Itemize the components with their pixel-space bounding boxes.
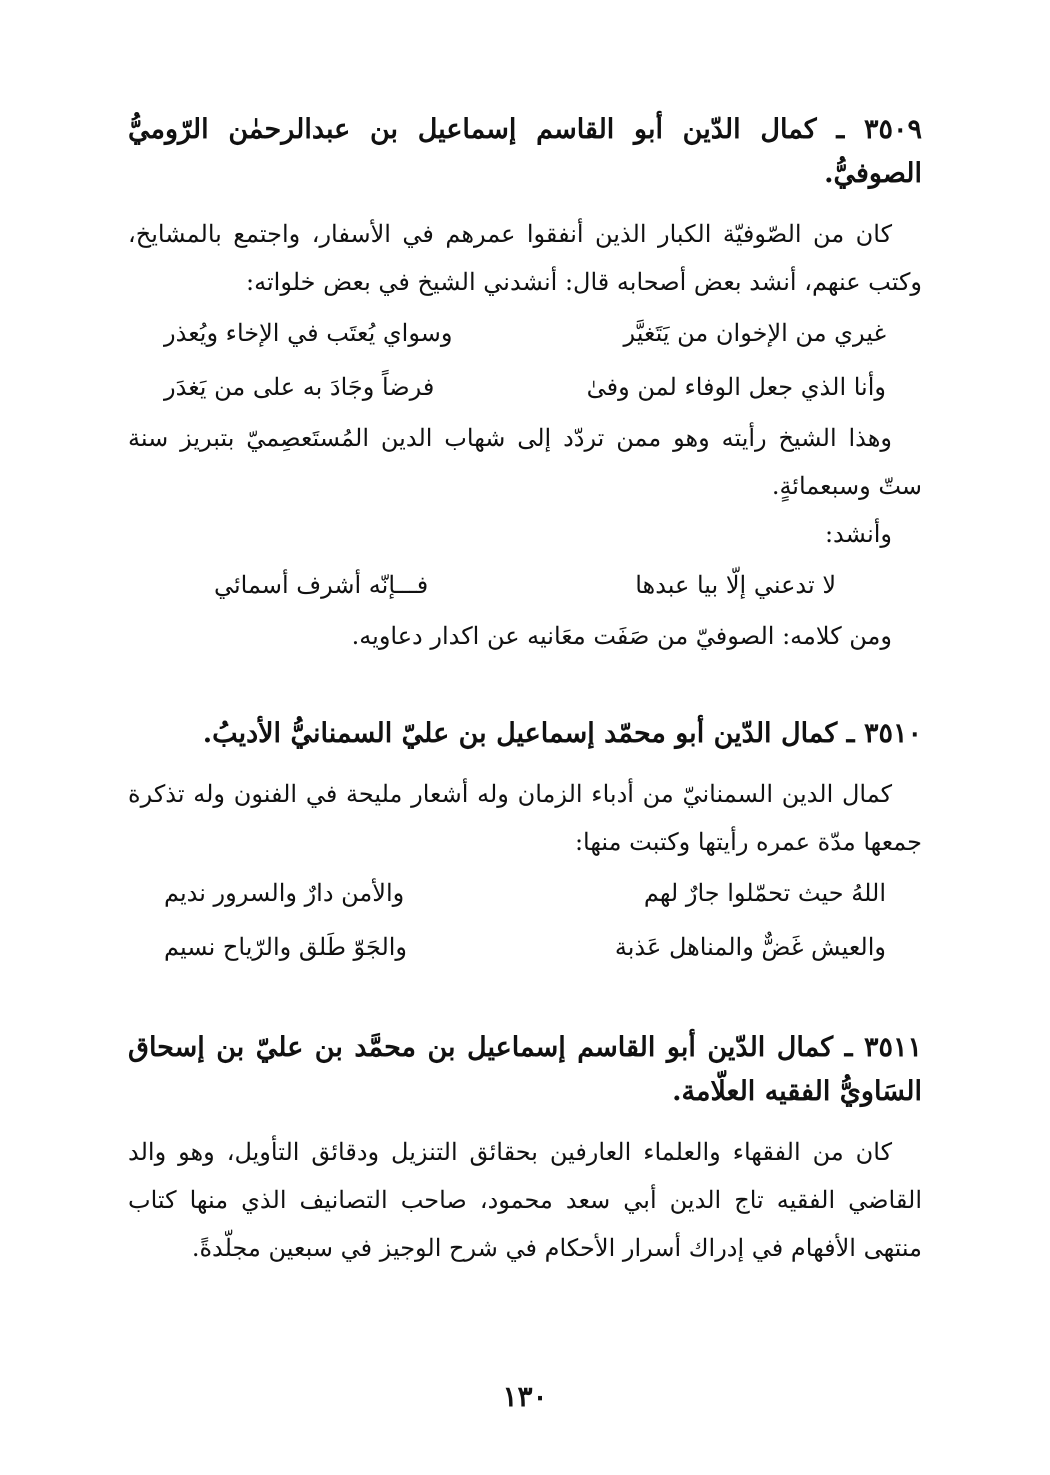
entry-3509 [128, 108, 922, 660]
page-body [128, 108, 922, 1272]
verse-line [164, 866, 886, 920]
verse-first-hemistich: وأنا الذي جعل الوفاء لمن وفىٰ [586, 373, 886, 401]
entry-title: ٣٥١٠ ـ كمال الدّين أبو محمّد إسماعيل بن عليّ السمنانيُّ الأديبُ. [202, 718, 922, 749]
entry-paragraph: ومن كلامه: الصوفيّ من صَفَت معَانيه عن اكدار دعاويه. [351, 622, 892, 650]
entry-3510 [128, 712, 922, 974]
entry-paragraph: وأنشد: [824, 520, 892, 548]
entry-title: ٣٥١١ ـ كمال الدّين أبو القاسم إسماعيل بن محمَّد بن عليّ بن إسحاق السَاويُّ الفقيه العلّامة. [128, 1032, 922, 1107]
verse-line [164, 306, 886, 360]
verse-second-hemistich: فرضاً وجَادَ به على من يَغدَر [164, 373, 435, 401]
verse-first-hemistich: غيري من الإخوان من يَتَغيَّر [623, 319, 886, 347]
entry-paragraph: وهذا الشيخ رأيته وهو ممن تردّد إلى شهاب الدين المُستَعصِميّ بتبريز سنة ستّ وسبعمائةٍ. [128, 424, 922, 500]
entry-paragraph: كان من الفقهاء والعلماء العارفين بحقائق التنزيل ودقائق التأويل، وهو والد القاضي الفقيه تاج الدين أبي سعد محمود، صاحب التصانيف الذي منها كتاب منتهى الأفهام في إدراك أسرار الأحكام في شرح الوجيز في سبعين مجلّدةً. [128, 1138, 922, 1262]
verse-second-hemistich: والجَوّ طَلق والرّياح نسيم [164, 933, 408, 961]
verse-block [128, 866, 922, 974]
verse-second-hemistich: وسواي يُعتَب في الإخاء ويُعذر [164, 319, 453, 347]
verse-line [164, 920, 886, 974]
verse-first-hemistich: اللهُ حيث تحمّلوا جارٌ لهم [643, 879, 886, 907]
verse-first-hemistich: لا تدعني إلّا بيا عبدها [635, 571, 836, 599]
entry-title: ٣٥٠٩ ـ كمال الدّين أبو القاسم إسماعيل بن عبدالرحمٰن الرّوميُّ الصوفيُّ. [128, 114, 922, 189]
verse-second-hemistich: والأمن دارٌ والسرور نديم [164, 879, 405, 907]
verse-second-hemistich: فـــإنّه أشرف أسمائي [214, 571, 429, 599]
verse-block [128, 558, 922, 612]
entry-paragraph: كمال الدين السمنانيّ من أدباء الزمان وله أشعار مليحة في الفنون وله تذكرة جمعها مدّة عمره رأيتها وكتبت منها: [128, 780, 922, 856]
verse-line [164, 558, 886, 612]
verse-line [164, 360, 886, 414]
entry-paragraph: كان من الصّوفيّة الكبار الذين أنفقوا عمرهم في الأسفار، واجتمع بالمشايخ، وكتب عنهم، أنشد بعض أصحابه قال: أنشدني الشيخ في بعض خلواته: [128, 220, 922, 296]
verse-first-hemistich: والعيش غَضٌّ والمناهل عَذبة [614, 933, 886, 961]
entry-3511 [128, 1026, 922, 1272]
page-number: ١٣٠ [502, 1380, 548, 1413]
verse-block [128, 306, 922, 414]
